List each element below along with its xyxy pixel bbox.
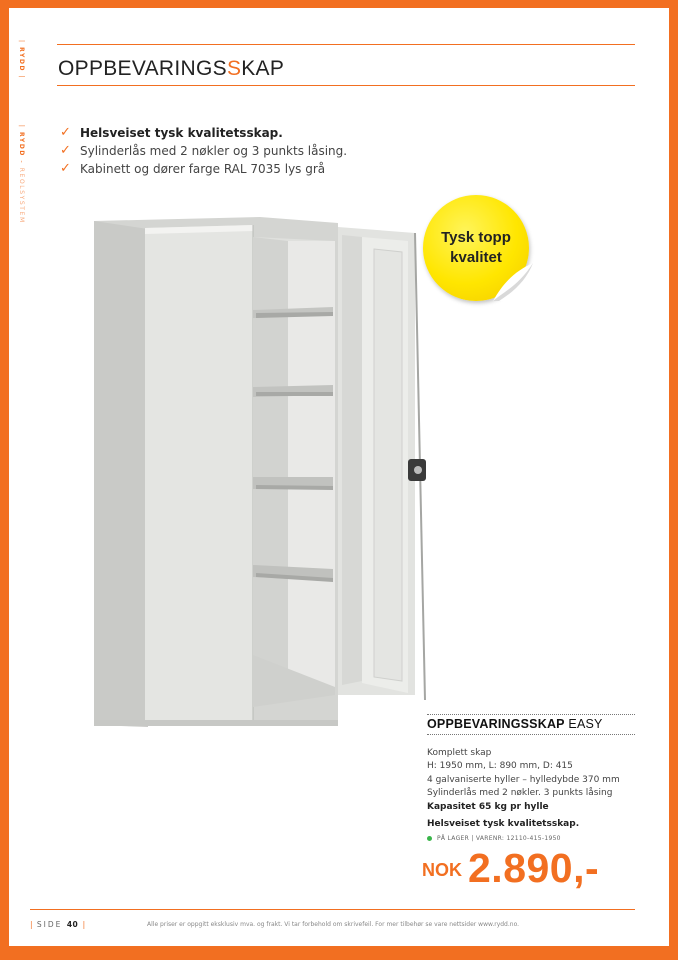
spec-line: Sylinderlås med 2 nøkler. 3 punkts låsing — [427, 788, 613, 799]
page-title — [58, 57, 284, 81]
footer-note: Alle priser er oppgitt eksklusiv mva. og frakt. Vi tar forbehold om skrivefeil. For mer tilbehør se vare nettsider www.rydd.no. — [147, 921, 520, 928]
feature-text: Sylinderlås med 2 nøkler og 3 punkts låsing. — [80, 144, 348, 158]
check-icon: ✓ — [60, 143, 71, 158]
quality-line: Helsveiset tysk kvalitetsskap. — [427, 819, 580, 830]
side-tab — [13, 40, 29, 280]
product-name: OPPBEVARINGSSKAP — [427, 717, 565, 731]
page-title-highlight: S — [226, 57, 242, 80]
feature-item — [60, 142, 347, 160]
divider-dotted — [427, 714, 635, 715]
frame-bottom — [0, 946, 678, 960]
footer-side-label: SIDE — [36, 920, 63, 929]
badge-line2: kvalitet — [450, 249, 502, 266]
quality-badge — [423, 195, 529, 301]
price — [422, 845, 599, 892]
header-rule-bottom — [57, 85, 635, 86]
feature-text: Kabinett og dører farge RAL 7035 lys grå — [80, 162, 326, 176]
page-title-part1: OPPBEVARINGS — [58, 57, 227, 80]
header-rule-top — [57, 44, 635, 45]
product-info — [427, 714, 635, 842]
side-tab-text: | RYDD | | RYDD - REOLSYSTEM — [18, 40, 25, 224]
frame-top — [0, 0, 678, 8]
cabinet-image — [90, 215, 450, 735]
frame-left — [0, 0, 9, 960]
feature-item — [60, 124, 347, 142]
product-specs — [427, 747, 635, 831]
stock-info: PÅ LAGER | VARENR: 12110-415-1950 — [427, 835, 635, 842]
page-title-part2: KAP — [241, 57, 285, 80]
spec-line: H: 1950 mm, L: 890 mm, D: 415 — [427, 761, 573, 772]
spec-line: 4 galvaniserte hyller – hylledybde 370 mm — [427, 774, 620, 785]
footer-rule — [30, 909, 635, 910]
frame-right — [669, 0, 678, 960]
divider-dotted — [427, 734, 635, 735]
footer-page-label: | SIDE 40 | — [30, 920, 86, 929]
page-number: 40 — [66, 920, 79, 929]
in-stock-dot-icon — [427, 836, 432, 841]
price-currency: NOK — [422, 860, 462, 880]
check-icon: ✓ — [60, 161, 71, 176]
side-tab-brand: RYDD — [18, 47, 25, 73]
feature-list — [60, 124, 347, 178]
product-title — [427, 717, 635, 731]
check-icon: ✓ — [60, 125, 71, 140]
badge-text — [423, 228, 529, 268]
feature-item — [60, 160, 347, 178]
price-amount: 2.890,- — [468, 845, 600, 891]
capacity-line: Kapasitet 65 kg pr hylle — [427, 801, 549, 812]
stock-status: PÅ LAGER — [437, 835, 470, 843]
product-variant: EASY — [568, 717, 603, 731]
feature-text: Helsveiset tysk kvalitetsskap. — [80, 126, 283, 140]
item-number: VARENR: 12110-415-1950 — [475, 835, 561, 843]
side-tab-section-name: REOLSYSTEM — [18, 167, 25, 224]
side-tab-section-brand: RYDD — [18, 132, 25, 157]
badge-line1: Tysk topp — [441, 229, 511, 246]
spec-line: Komplett skap — [427, 748, 492, 758]
